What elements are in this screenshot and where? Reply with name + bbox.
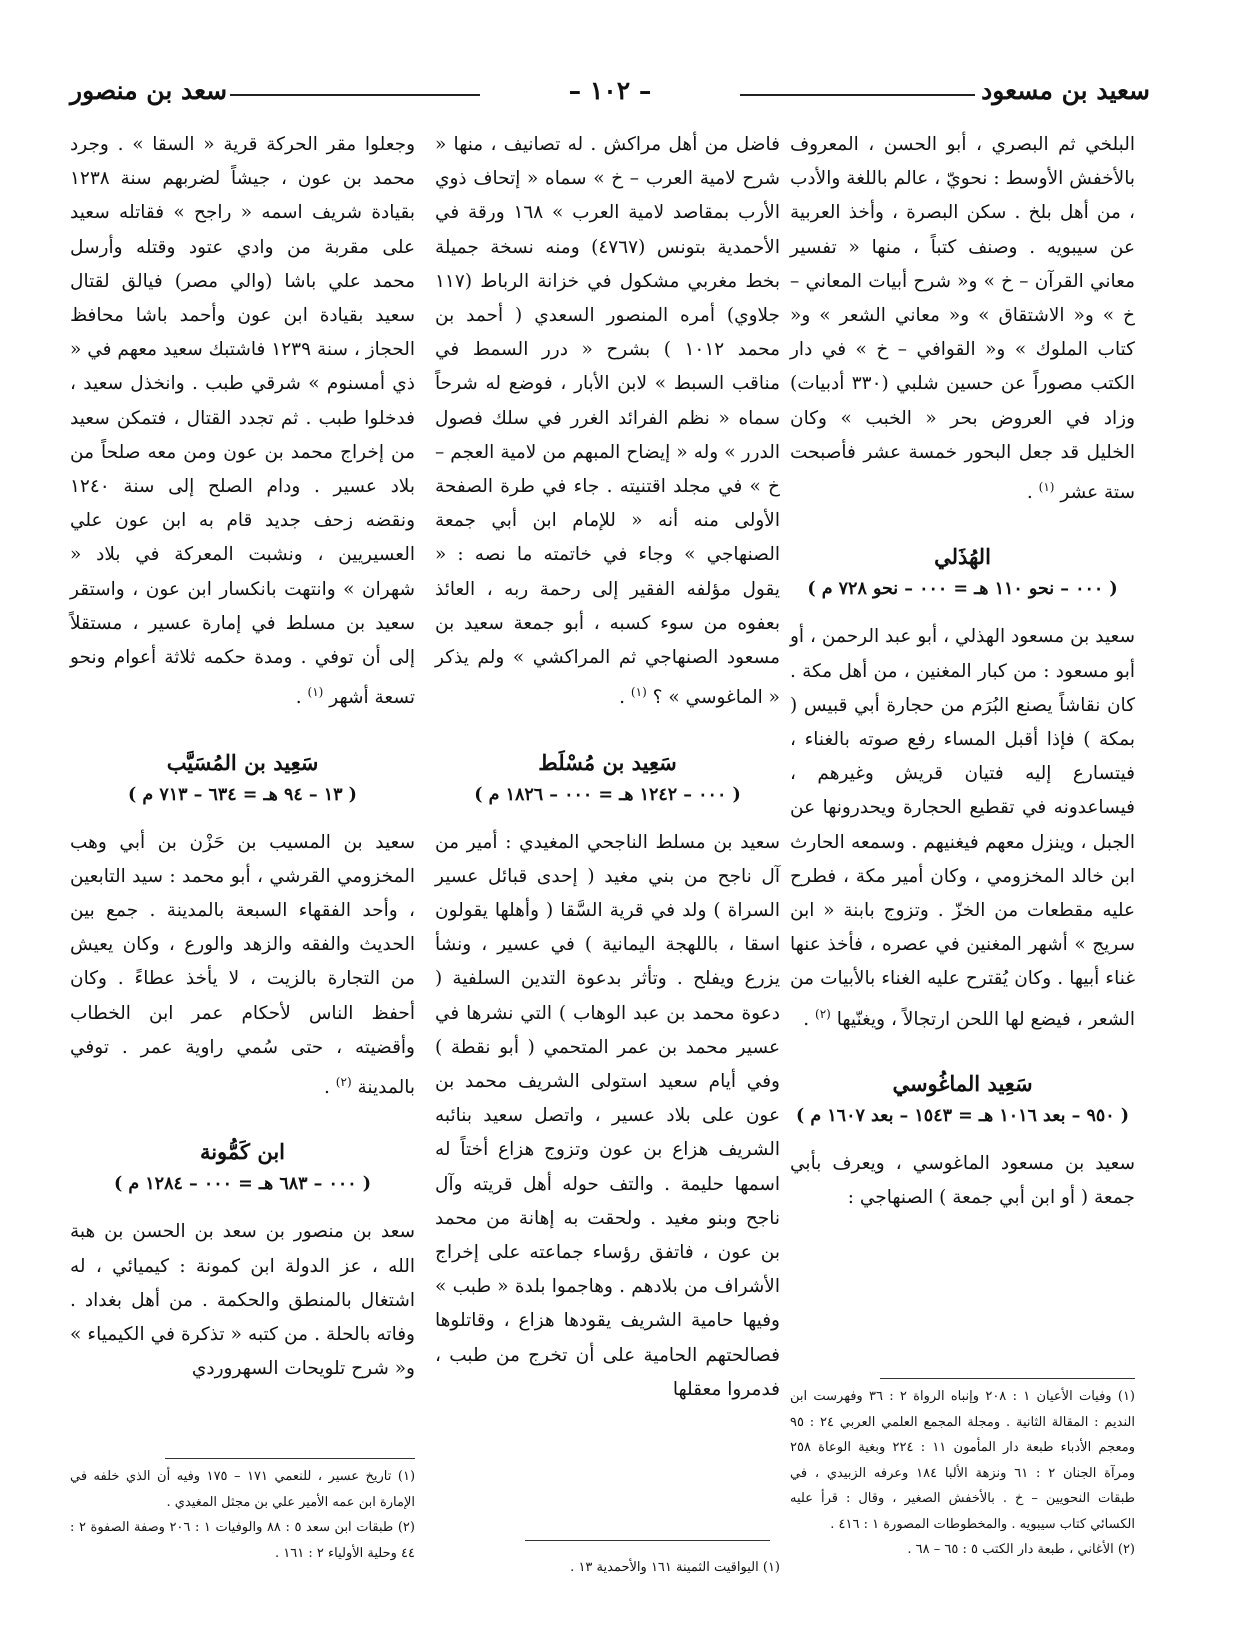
footnote-rule-middle xyxy=(525,1540,770,1541)
footnote: (١) تاريخ عسير ، للنعمي ١٧١ – ١٧٥ وفيه أن الذي خلفه في الإمارة ابن عمه الأمير علي بن مجثل المغيدي . xyxy=(70,1469,416,1510)
page-number: – ١٠٢ – xyxy=(557,76,664,105)
entry-text: سعيد بن المسيب بن حَزْن بن أبي وهب المخزومي القرشي ، أبو محمد : سيد التابعين ، وأحد الفقهاء السبعة بالمدينة . جمع بين الحديث والفقه والزهد والورع ، وكان يعيش من التجارة بالزيت ، لا يأخذ عطاءً . وكان أحفظ الناس لأحكام عمر ابن الخطاب وأقضيته ، حتى سُمي راوية عمر . توفي بالمدينة $^{(٢)}$ . xyxy=(70,831,415,1099)
entry-title: سَعِيد الماغُوسي xyxy=(892,1070,1033,1096)
footnote: (١) اليواقيت الثمينة ١٦١ والأحمدية ١٣ . xyxy=(570,1560,780,1575)
footnote-ref: (١) xyxy=(630,685,647,700)
page-header xyxy=(70,72,1150,108)
entry-text: سعد بن منصور بن سعد بن الحسن بن هبة الله ، عز الدولة ابن كمونة : كيميائي ، له اشتغال بالمنطق والحكمة . من أهل بغداد . وفاته بالحلة . من كتبه « تذكرة في الكيمياء » و« شرح تلويحات السهروردي xyxy=(70,1221,415,1380)
entry-title: سَعِيد بن مُسْلَط xyxy=(538,749,677,775)
header-right-title: سعيد بن مسعود xyxy=(981,76,1150,105)
footnote-rule-right xyxy=(880,1378,1135,1379)
entry-title: ابن كَمُّونة xyxy=(199,1139,286,1165)
entry-text-body: سعيد بن مسعود الهذلي ، أبو عبد الرحمن ، أو أبو مسعود : من كبار المغنين ، من أهل مكة . كان نقاشاً يصنع البُرَم من حجارة أبي قبيس ( بمكة ) فإذا أقبل المساء رفع صوته بالغناء ، فيتسارع إليه فتيان قريش وغيرهم ، فيساعدونه في تقطيع الحجارة ويحدرونها عن الجبل ، وينزل معهم فيغنيهم . وسمعه الحارث ابن خالد المخزومي ، وكان أمير مكة ، فطرح عليه مقطعات من الخزّ . وتزوج بابنة « ابن سريج » أشهر المغنين في عصره ، فأخذ عنها غناء أبيها . وكان يُقترح عليه الغناء بالأبيات من الشعر ، فيضع لها اللحن ارتجالاً ، ويغنّيها xyxy=(790,626,1135,1030)
continued-text: فاضل من أهل مراكش . له تصانيف ، منها « شرح لامية العرب – خ » سماه « إتحاف ذوي الأرب بمقاصد لامية العرب » ١٦٨ ورقة في الأحمدية بتونس (٤٧٦٧) ومنه نسخة جميلة بخط مغربي مشكول في خزانة الرباط (١١٧ جلاوي) أمره المنصور السعدي ( أحمد بن محمد ١٠١٢ ) بشرح « درر السمط في مناقب السبط » لابن الأبار ، فوضع له شرحاً سماه « نظم الفرائد الغرر في سلك فصول الدرر » وله « إيضاح المبهم من لامية العجم – خ » في مجلد اقتنيته . جاء في طرة الصفحة الأولى منه أنه « للإمام ابن أبي جمعة الصنهاجي » وجاء في خاتمته ما نصه : « يقول مؤلفه الفقير إلى رحمة ربه ، العائذ بعفوه من سوء كسبه ، أبو جمعة سعيد بن مسعود الصنهاجي ثم المراكشي » ولم يذكر « الماغوسي » ؟ $^{(١)}$ . xyxy=(435,134,780,709)
footnote-ref: (٢) xyxy=(335,1075,352,1090)
header-left-title: سعد بن منصور xyxy=(70,76,228,105)
footnote-ref: (٢) xyxy=(815,1006,831,1021)
header-rule-right xyxy=(740,94,975,96)
continued-text-body: البلخي ثم البصري ، أبو الحسن ، المعروف بالأخفش الأوسط : نحويّ ، عالم باللغة والأدب ، من أهل بلخ . سكن البصرة ، وأخذ العربية عن سيبويه . وصنف كتباً ، منها « تفسير معاني القرآن – خ » و« شرح أبيات المعاني – خ » و« الاشتقاق » و« معاني الشعر » و« كتاب الملوك » و« القوافي – خ » في دار الكتب مصوراً عن حسين شلبي (٣٣٠ أدبيات) وزاد في العروض بحر « الخبب » وكان الخليل قد جعل البحور خمسة عشر فأصبحت ستة عشر xyxy=(790,134,1135,504)
page-number-value: ١٠٢ xyxy=(589,76,631,105)
footnote-rule-left xyxy=(165,1458,415,1459)
footnote: (١) وفيات الأعيان ١ : ٢٠٨ وإنباه الرواة ٢ : ٣٦ وفهرست ابن النديم : المقالة الثانية . ومجلة المجمع العلمي العربي ٢٤ : ٩٥ ومعجم الأدباء طبعة دار المأمون ١١ : ٢٢٤ وبغية الوعاة ٢٥٨ ومرآة الجنان ٢ : ٦١ ونزهة الألبا ١٨٤ وعرفه الزبيدي ، في طبقات النحويين – خ . بالأخفش الصغير ، وقال : قرأ عليه الكسائي كتاب سيبويه . والمخطوطات المصورة ١ : ٤١٦ . xyxy=(790,1389,1135,1532)
footnote-ref: (١) xyxy=(1038,480,1055,495)
footnotes-right xyxy=(790,1384,1135,1563)
entry-dates: ( ٩٥٠ – بعد ١٠١٦ هـ = ١٥٤٣ – بعد ١٦٠٧ م ) xyxy=(795,1105,1130,1126)
entry-text: سعيد بن مسعود الماغوسي ، ويعرف بأبي جمعة ( أو ابن أبي جمعة ) الصنهاجي : xyxy=(790,1152,1135,1209)
entry-dates: ( ٠٠٠ – نحو ١١٠ هـ = ٠٠٠ – نحو ٧٢٨ م ) xyxy=(807,579,1118,600)
entry-dates: ( ١٣ – ٩٤ هـ = ٦٣٤ – ٧١٣ م ) xyxy=(128,784,357,805)
footnote: (٢) طبقات ابن سعد ٥ : ٨٨ والوفيات ١ : ٢٠٦ وصفة الصفوة ٢ : ٤٤ وحلية الأولياء ٢ : ١٦١ . xyxy=(70,1520,415,1561)
entry-text: سعيد بن مسلط الناجحي المغيدي : أمير من آل ناجح من بني مغيد ( إحدى قبائل عسير السراة ) ولد في قرية السَّقا ( وأهلها يقولون اسقا ، باللهجة اليمانية ) في عسير ، ونشأ يزرع ويفلح . وتأثر بدعوة التدين السلفية ( دعوة محمد بن عبد الوهاب ) التي نشرها في عسير محمد بن عمر المتحمي ( أبو نقطة ) وفي أيام سعيد استولى الشريف محمد بن عون على بلاد عسير ، واتصل سعيد بنائبه الشريف هزاع بن عون وتزوج هزاع أختاً له اسمها حليمة . والتف حوله أهل قريته وآل ناجح وبنو مغيد . ولحقت به إهانة من محمد بن عون ، فاتفق رؤساء جماعته على إخراج الأشراف من بلادهم . وهاجموا بلدة « طبب » وفيها حامية الشريف يقودها هزاع ، وقاتلوها فصالحتهم الحامية على أن تخرج من طبب ، فدمروا معقلها xyxy=(435,831,780,1400)
entry-text-body: سعيد بن المسيب بن حَزْن بن أبي وهب المخزومي القرشي ، أبو محمد : سيد التابعين ، وأحد الفقهاء السبعة بالمدينة . جمع بين الحديث والفقه والزهد والورع ، وكان يعيش من التجارة بالزيت ، لا يأخذ عطاءً . وكان أحفظ الناس لأحكام عمر ابن الخطاب وأقضيته ، حتى سُمي راوية عمر . توفي بالمدينة xyxy=(70,831,415,1099)
entry-title: الهُذَلي xyxy=(934,544,991,570)
entry-text: سعيد بن مسعود الهذلي ، أبو عبد الرحمن ، أو أبو مسعود : من كبار المغنين ، من أهل مكة . كان نقاشاً يصنع البُرَم من حجارة أبي قبيس ( بمكة ) فإذا أقبل المساء رفع صوته بالغناء ، فيتسارع إليه فتيان قريش وغيرهم ، فيساعدونه في تقطيع الحجارة ويحدرونها عن الجبل ، وينزل معهم فيغنيهم . وسمعه الحارث ابن خالد المخزومي ، وكان أمير مكة ، فطرح عليه مقطعات من الخزّ . وتزوج بابنة « ابن سريج » أشهر المغنين في عصره ، فأخذ عنها غناء أبيها . وكان يُقترح عليه الغناء بالأبيات من الشعر ، فيضع لها اللحن ارتجالاً ، ويغنّيها $^{(٢)}$ . xyxy=(790,626,1135,1030)
continued-text-body: فاضل من أهل مراكش . له تصانيف ، منها « شرح لامية العرب – خ » سماه « إتحاف ذوي الأرب بمقاصد لامية العرب » ١٦٨ ورقة في الأحمدية بتونس (٤٧٦٧) ومنه نسخة جميلة بخط مغربي مشكول في خزانة الرباط (١١٧ جلاوي) أمره المنصور السعدي ( أحمد بن محمد ١٠١٢ ) بشرح « درر السمط في مناقب السبط » لابن الأبار ، فوضع له شرحاً سماه « نظم الفرائد الغرر في سلك فصول الدرر » وله « إيضاح المبهم من لامية العجم – خ » في مجلد اقتنيته . جاء في طرة الصفحة الأولى منه أنه « للإمام ابن أبي جمعة الصنهاجي » وجاء في خاتمته ما نصه : « يقول مؤلفه الفقير إلى رحمة ربه ، العائذ بعفوه من سوء كسبه ، أبو جمعة سعيد بن مسعود الصنهاجي ثم المراكشي » ولم يذكر « الماغوسي » ؟ xyxy=(435,134,780,709)
header-rule-left xyxy=(230,94,480,96)
entry-dates: ( ٠٠٠ – ٦٨٣ هـ = ٠٠٠ – ١٢٨٤ م ) xyxy=(113,1174,372,1195)
continued-text: البلخي ثم البصري ، أبو الحسن ، المعروف بالأخفش الأوسط : نحويّ ، عالم باللغة والأدب ، من أهل بلخ . سكن البصرة ، وأخذ العربية عن سيبويه . وصنف كتباً ، منها « تفسير معاني القرآن – خ » و« شرح أبيات المعاني – خ » و« الاشتقاق » و« معاني الشعر » و« كتاب الملوك » و« القوافي – خ » في دار الكتب مصوراً عن حسين شلبي (٣٣٠ أدبيات) وزاد في العروض بحر « الخبب » وكان الخليل قد جعل البحور خمسة عشر فأصبحت ستة عشر $^{(١)}$ . xyxy=(790,134,1135,504)
footnote: (٢) الأغاني ، طبعة دار الكتب ٥ : ٦٥ – ٦٨ . xyxy=(907,1542,1135,1557)
footnotes-middle xyxy=(435,1555,780,1581)
continued-text: وجعلوا مقر الحركة قرية « السقا » . وجرد محمد بن عون ، جيشاً لضربهم سنة ١٢٣٨ بقيادة شريف اسمه « راجح » فقاتله سعيد على مقربة من وادي عتود وقتله وأرسل محمد علي باشا (والي مصر) فيالق لقتال سعيد بقيادة ابن عون وأحمد باشا محافظ الحجاز ، سنة ١٢٣٩ فاشتبك سعيد معهم في « ذي أمسنوم » شرقي طبب . وانخذل سعيد ، فدخلوا طبب . ثم تجدد القتال ، فتمكن سعيد من إخراج محمد بن عون ومن معه صلحاً من بلاد عسير . ودام الصلح إلى سنة ١٢٤٠ ونقضه زحف جديد قام به ابن عون علي العسيريين ، ونشبت المعركة في بلاد « شهران » وانتهت بانكسار ابن عون ، واستقر سعيد بن مسلط في إمارة عسير ، مستقلاً إلى أن توفي . ومدة حكمه ثلاثة أعوام ونحو تسعة أشهر $^{(١)}$ . xyxy=(70,134,415,709)
column-middle xyxy=(435,128,780,1407)
footnotes-left xyxy=(70,1464,415,1566)
column-right xyxy=(790,128,1135,1215)
column-left xyxy=(70,128,415,1386)
continued-text-body: وجعلوا مقر الحركة قرية « السقا » . وجرد محمد بن عون ، جيشاً لضربهم سنة ١٢٣٨ بقيادة شريف اسمه « راجح » فقاتله سعيد على مقربة من وادي عتود وقتله وأرسل محمد علي باشا (والي مصر) فيالق لقتال سعيد بقيادة ابن عون وأحمد باشا محافظ الحجاز ، سنة ١٢٣٩ فاشتبك سعيد معهم في « ذي أمسنوم » شرقي طبب . وانخذل سعيد ، فدخلوا طبب . ثم تجدد القتال ، فتمكن سعيد من إخراج محمد بن عون ومن معه صلحاً من بلاد عسير . ودام الصلح إلى سنة ١٢٤٠ ونقضه زحف جديد قام به ابن عون علي العسيريين ، ونشبت المعركة في بلاد « شهران » وانتهت بانكسار ابن عون ، واستقر سعيد بن مسلط في إمارة عسير ، مستقلاً إلى أن توفي . ومدة حكمه ثلاثة أعوام ونحو تسعة أشهر xyxy=(70,134,415,709)
entry-title: سَعِيد بن المُسَيَّب xyxy=(166,749,319,775)
entry-dates: ( ٠٠٠ – ١٢٤٢ هـ = ٠٠٠ – ١٨٢٦ م ) xyxy=(474,784,741,805)
footnote-ref: (١) xyxy=(307,685,324,700)
